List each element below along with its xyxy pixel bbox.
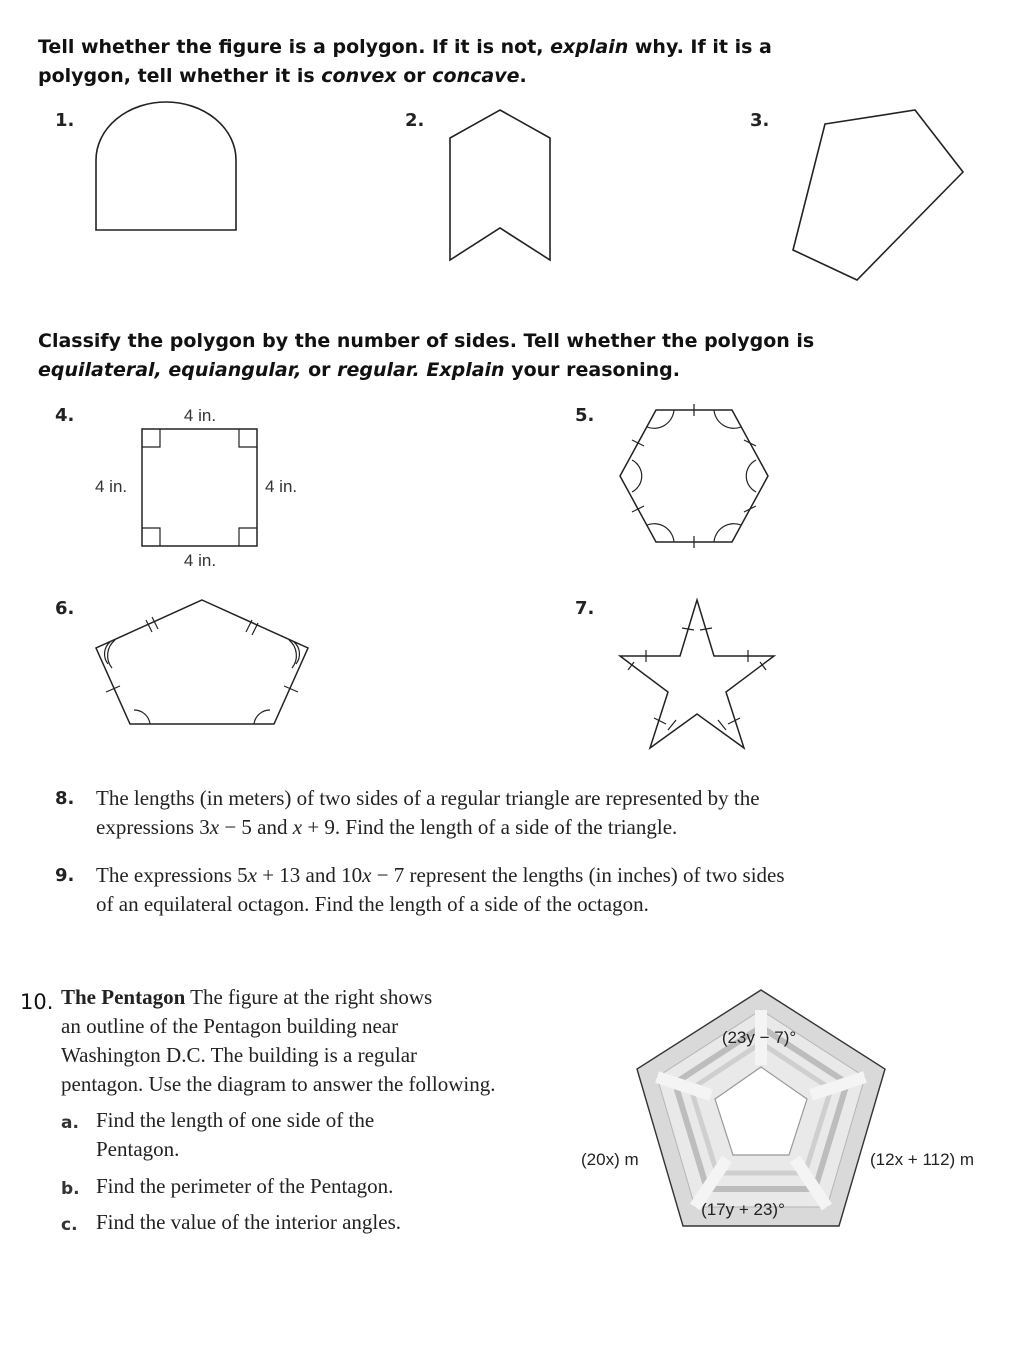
problem-9-text: [96, 861, 785, 919]
problem-9-number: 9.: [55, 865, 75, 886]
figure-7-star: [610, 592, 785, 757]
figure-2-chevron: [440, 100, 560, 270]
square-right-label: 4 in.: [265, 477, 298, 496]
square-left-label: 4 in.: [95, 477, 128, 496]
part-b-text: Find the perimeter of the Pentagon.: [96, 1174, 394, 1198]
figure-3-pentagon: [785, 100, 975, 290]
section2-instructions-line2: equilateral, equiangular, or regular. Explain your reasoning.: [38, 359, 680, 381]
problem-10-line4: pentagon. Use the diagram to answer the following.: [61, 1072, 496, 1096]
section2-instructions: [38, 327, 814, 385]
right-side-label: (12x + 112) m: [870, 1150, 975, 1169]
square-top-label: 4 in.: [183, 406, 217, 425]
problem-8-number: 8.: [55, 788, 75, 809]
problem-6-number: 6.: [55, 598, 75, 619]
part-a-line1: Find the length of one side of the: [96, 1108, 375, 1132]
section1-instructions-line2: polygon, tell whether it is convex or concave.: [38, 65, 527, 87]
part-b-letter: b.: [61, 1179, 80, 1199]
problem-10-text: [61, 983, 581, 1099]
figure-1-arch: [90, 100, 245, 240]
problem-8-line2: expressions 3x − 5 and x + 9. Find the length of a side of the triangle.: [96, 815, 678, 839]
problem-10-line1: The Pentagon The figure at the right shows: [61, 985, 433, 1009]
problem-7-number: 7.: [575, 598, 595, 619]
top-angle-label: (23y − 7)°: [721, 1028, 797, 1047]
problem-9-line1: The expressions 5x + 13 and 10x − 7 represent the lengths (in inches) of two sides: [96, 863, 785, 887]
problem-1-number: 1.: [55, 110, 75, 131]
problem-9-line2: of an equilateral octagon. Find the length of a side of the octagon.: [96, 892, 649, 916]
problem-2-number: 2.: [405, 110, 425, 131]
part-a-line2: Pentagon.: [96, 1137, 180, 1161]
pentagon-building-figure: [575, 985, 1015, 1230]
problem-8-text: [96, 784, 760, 842]
part-a-letter: a.: [61, 1113, 79, 1133]
figure-5-hexagon: [610, 400, 780, 555]
problem-8-line1: The lengths (in meters) of two sides of a regular triangle are represented by the: [96, 786, 760, 810]
part-c-letter: c.: [61, 1215, 78, 1235]
problem-10-line2: an outline of the Pentagon building near: [61, 1014, 399, 1038]
problem-10-number: 10.: [20, 990, 54, 1014]
section2-instructions-line1: Classify the polygon by the number of sides. Tell whether the polygon is: [38, 330, 815, 352]
part-a-text: [96, 1106, 374, 1164]
problem-5-number: 5.: [575, 405, 595, 426]
problem-10-title: The Pentagon: [61, 985, 186, 1009]
figure-4-square: [90, 400, 320, 575]
section1-instructions: [38, 33, 772, 91]
part-c-text: Find the value of the interior angles.: [96, 1210, 402, 1234]
bottom-angle-label: (17y + 23)°: [701, 1200, 785, 1219]
left-side-label: (20x) m: [581, 1150, 639, 1169]
problem-10-line3: Washington D.C. The building is a regular: [61, 1043, 418, 1067]
section1-instructions-line1: Tell whether the figure is a polygon. If it is not, explain why. If it is a: [38, 36, 772, 58]
problem-4-number: 4.: [55, 405, 75, 426]
square-bottom-label: 4 in.: [183, 551, 217, 570]
figure-6-pentagon: [90, 590, 320, 735]
problem-3-number: 3.: [750, 110, 770, 131]
